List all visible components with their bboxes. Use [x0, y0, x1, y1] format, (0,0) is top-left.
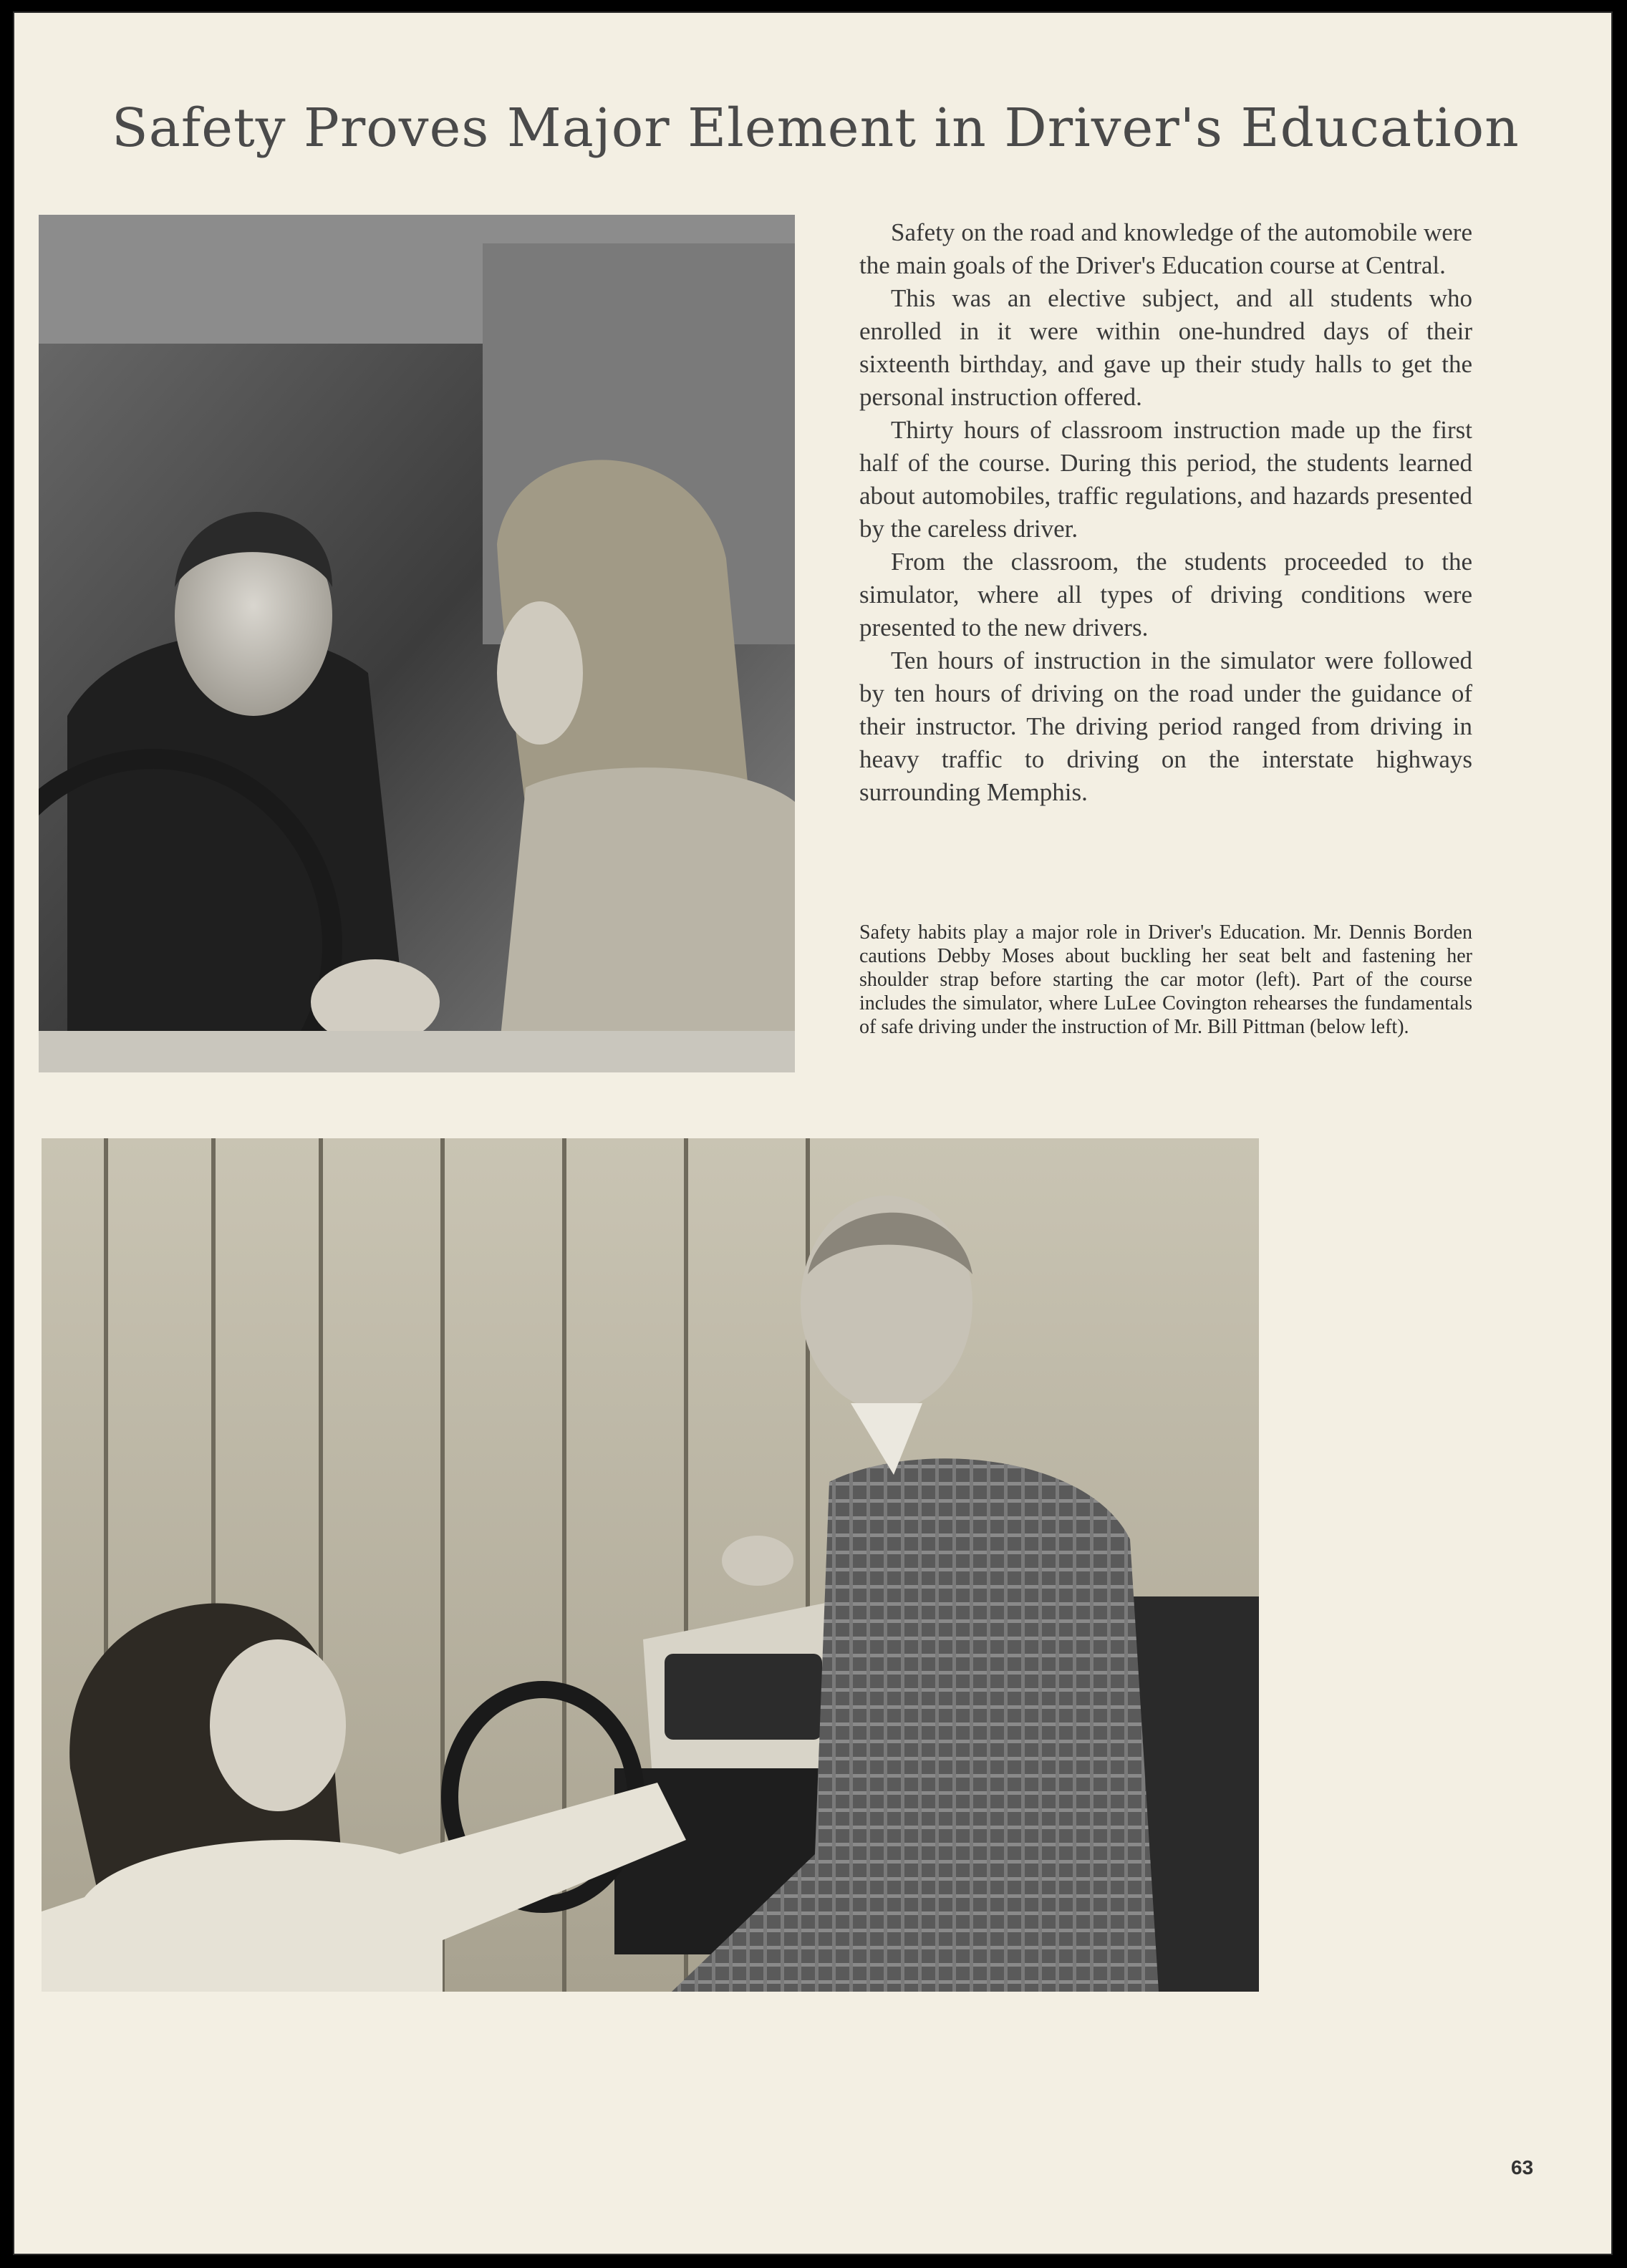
- article-paragraph: Safety on the road and knowledge of the automobile were the main goals of the Driver's Education course at Central.: [859, 218, 1472, 279]
- page-headline: Safety Proves Major Element in Driver's Education: [112, 97, 1520, 159]
- photo-simulator: [42, 1138, 1259, 1992]
- article-paragraph: This was an elective subject, and all students who enrolled in it were within one-hundred days of their sixteenth birthday, and gave up their study halls to get the personal instruction offered.: [859, 284, 1472, 411]
- page-number: 63: [1511, 2156, 1534, 2179]
- article-paragraph: From the classroom, the students proceeded to the simulator, where all types of driving conditions were presented to the new drivers.: [859, 548, 1472, 641]
- article-body: [859, 216, 1472, 809]
- article-paragraph: Ten hours of instruction in the simulator were followed by ten hours of driving on the road under the guidance of their instructor. The driving period ranged from driving in heavy traffic to driving on the interstate highways surrounding Memphis.: [859, 646, 1472, 806]
- photo-simulator-image: [42, 1138, 1259, 1992]
- article-paragraph: Thirty hours of classroom instruction made up the first half of the course. During this period, the students learned about automobiles, traffic regulations, and hazards presented by the careless driver.: [859, 416, 1472, 543]
- photo-car-seatbelt-image: [39, 215, 795, 1072]
- photo-caption: Safety habits play a major role in Driver's Education. Mr. Dennis Borden cautions Debby Moses about buckling her seat belt and fastening her shoulder strap before starting the car motor (left). Part of the course includes the simulator, where LuLee Covington rehearses the fundamentals of safe driving under the instruction of Mr. Bill Pittman (below left).: [859, 921, 1472, 1038]
- photo-car-seatbelt: [39, 215, 795, 1072]
- yearbook-page: [13, 11, 1613, 2255]
